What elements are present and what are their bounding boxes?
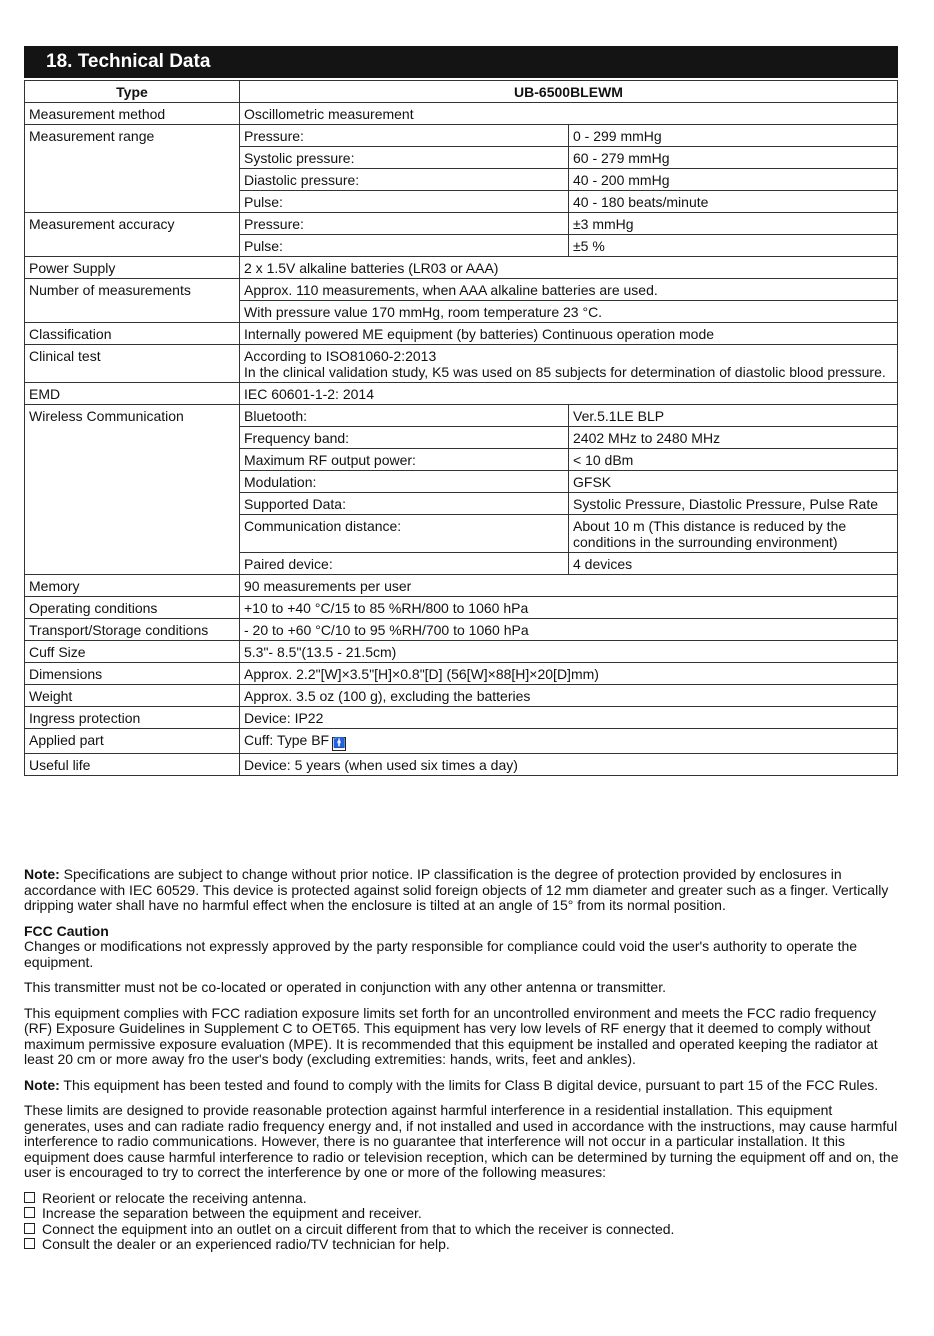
note-label: Note: [24,1076,60,1093]
type-header: Type [25,81,240,103]
table-row [25,575,898,597]
table-row [25,213,898,235]
table-row [25,405,898,427]
table-row [25,707,898,729]
sub-key: Modulation: [240,471,569,493]
measures-list [24,1191,900,1253]
sub-value: ±5 % [569,235,898,257]
row-label: Measurement accuracy [25,213,240,257]
row-label: Memory [25,575,240,597]
row-label: Ingress protection [25,707,240,729]
row-label: Transport/Storage conditions [25,619,240,641]
table-row [25,383,898,405]
row-label: Weight [25,685,240,707]
sub-key: Communication distance: [240,515,569,553]
table-row [25,103,898,125]
measure-text: Connect the equipment into an outlet on a circuit different from that to which the receiver is connected. [42,1220,675,1237]
sub-value: 4 devices [569,553,898,575]
row-label: EMD [25,383,240,405]
row-value: Approx. 2.2"[W]×3.5"[H]×0.8"[D] (56[W]×88[H]×20[D]mm) [240,663,898,685]
limits-paragraph: These limits are designed to provide reasonable protection against harmful interference in a residential installation. This equipment generates, uses and can radiate radio frequency energy and, if not installed and used in accordance with the instructions, may cause harmful interference to radio communications. However, there is no guarantee that interference will not occur in a particular installation. It this equipment does cause harmful interference to radio or television reception, which can be determined by turning the equipment off and on, the user is encouraged to try to correct the interference by one or more of the following measures: [24,1102,899,1180]
table-row [25,323,898,345]
sub-key: Diastolic pressure: [240,169,569,191]
sub-value: 40 - 180 beats/minute [569,191,898,213]
clinical-study: In the clinical validation study, K5 was used on 85 subjects for determination of diastolic blood pressure. [244,364,886,380]
sub-key: Maximum RF output power: [240,449,569,471]
section-title: 18. Technical Data [24,46,898,78]
note-label: Note: [24,866,60,882]
table-row [25,597,898,619]
row-label: Measurement range [25,125,240,213]
sub-key: Supported Data: [240,493,569,515]
row-value: IEC 60601-1-2: 2014 [240,383,898,405]
table-row [25,345,898,383]
row-label: Number of measurements [25,279,240,323]
sub-value: 60 - 279 mmHg [569,147,898,169]
sub-value: < 10 dBm [569,449,898,471]
sub-key: Pulse: [240,191,569,213]
row-value: Oscillometric measurement [240,103,898,125]
table-row [25,257,898,279]
applied-part-value: Cuff: Type BF [244,732,330,748]
class-b-note [24,1078,900,1094]
table-row [25,641,898,663]
list-item [24,1222,900,1238]
clinical-standard: According to ISO81060-2:2013 [244,348,437,364]
measure-text: Reorient or relocate the receiving antenna. [42,1189,307,1206]
list-item [24,1206,900,1222]
type-bf-symbol-icon: 🚹 [333,738,346,749]
list-item [24,1191,900,1207]
list-item [24,1237,900,1253]
row-label: Power Supply [25,257,240,279]
checkbox-bullet-icon [24,1238,35,1249]
checkbox-bullet-icon [24,1192,35,1203]
sub-value: ±3 mmHg [569,213,898,235]
sub-key: Frequency band: [240,427,569,449]
sub-key: Paired device: [240,553,569,575]
sub-key: Pressure: [240,213,569,235]
technical-data-table [24,80,898,776]
row-label: Classification [25,323,240,345]
row-value: 90 measurements per user [240,575,898,597]
colocation-paragraph: This transmitter must not be co-located or operated in conjunction with any other antenna or transmitter. [24,979,666,995]
row-value: With pressure value 170 mmHg, room temperature 23 °C. [240,301,898,323]
table-row [25,125,898,147]
sub-key: Bluetooth: [240,405,569,427]
checkbox-bullet-icon [24,1207,35,1218]
sub-value: GFSK [569,471,898,493]
sub-value: Systolic Pressure, Diastolic Pressure, Pulse Rate [569,493,898,515]
sub-value: 40 - 200 mmHg [569,169,898,191]
row-label: Useful life [25,754,240,776]
model-header: UB-6500BLEWM [240,81,898,103]
row-value: Internally powered ME equipment (by batteries) Continuous operation mode [240,323,898,345]
sub-value: 0 - 299 mmHg [569,125,898,147]
table-row [25,619,898,641]
row-label: Clinical test [25,345,240,383]
sub-value: Ver.5.1LE BLP [569,405,898,427]
table-row [25,754,898,776]
fcc-caution-text: Changes or modifications not expressly approved by the party responsible for compliance could void the user's authority to operate the equipment. [24,938,858,970]
row-label: Dimensions [25,663,240,685]
table-header-row [25,81,898,103]
note-text: This equipment has been tested and found to comply with the limits for Class B digital device, pursuant to part 15 of the FCC Rules. [59,1076,879,1093]
table-row [25,729,898,754]
row-value [240,345,898,383]
row-value: Approx. 110 measurements, when AAA alkaline batteries are used. [240,279,898,301]
sub-key: Systolic pressure: [240,147,569,169]
rf-exposure-paragraph: This equipment complies with FCC radiation exposure limits set forth for an uncontrolled environment and meets the FCC radio frequency (RF) Exposure Guidelines in Supplement C to OET65. This equipment has very low levels of RF energy that it deemed to comply without maximum permissive exposure evaluation (MPE). It is recommended that this equipment be installed and operated keeping the radiator at least 20 cm or more away fro the user's body (excluding extremities: hands, writs, feet and ankles). [24,1004,878,1067]
sub-value: About 10 m (This distance is reduced by the conditions in the surrounding environment) [569,515,898,553]
fcc-caution-title: FCC Caution [24,922,109,939]
notes-section [24,867,900,1253]
sub-key: Pulse: [240,235,569,257]
table-row [25,663,898,685]
note-text: Specifications are subject to change without prior notice. IP classification is the degree of protection provided by enclosures in accordance with IEC 60529. This device is protected against solid foreign objects of 12 mm diameter and greater such as a finger. Vertically dripping water shall have no harmful effect when the enclosure is tilted at an angle of 15° from its normal position. [24,866,889,913]
sub-value: 2402 MHz to 2480 MHz [569,427,898,449]
row-value: 2 x 1.5V alkaline batteries (LR03 or AAA) [240,257,898,279]
sub-key: Pressure: [240,125,569,147]
table-row [25,685,898,707]
table-row [25,279,898,301]
measure-text: Increase the separation between the equipment and receiver. [42,1205,422,1221]
row-value [240,729,898,754]
measure-text: Consult the dealer or an experienced radio/TV technician for help. [42,1236,450,1252]
row-label: Wireless Communication [25,405,240,575]
row-value: Device: IP22 [240,707,898,729]
row-value: 5.3"- 8.5"(13.5 - 21.5cm) [240,641,898,663]
row-label: Operating conditions [25,597,240,619]
row-value: Device: 5 years (when used six times a day) [240,754,898,776]
row-value: Approx. 3.5 oz (100 g), excluding the batteries [240,685,898,707]
row-label: Cuff Size [25,641,240,663]
checkbox-bullet-icon [24,1223,35,1234]
row-label: Applied part [25,729,240,754]
row-value: +10 to +40 °C/15 to 85 %RH/800 to 1060 hPa [240,597,898,619]
row-value: - 20 to +60 °C/10 to 95 %RH/700 to 1060 hPa [240,619,898,641]
row-label: Measurement method [25,103,240,125]
specification-note [24,867,900,914]
